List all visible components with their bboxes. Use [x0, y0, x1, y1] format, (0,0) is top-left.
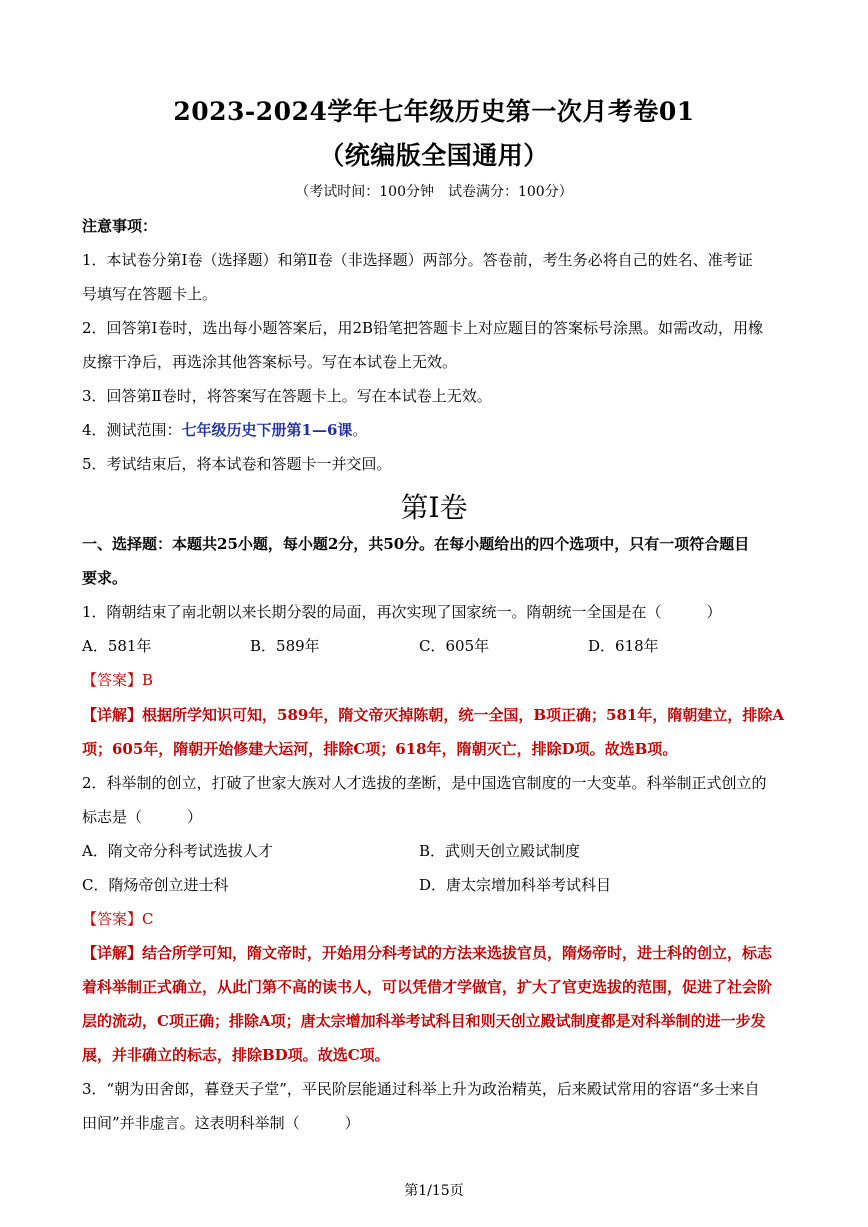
question-1-option-d: D．618年 — [588, 637, 659, 655]
note-item-4-suffix: 。 — [352, 421, 368, 439]
page-number: 第1/15页 — [404, 1183, 464, 1199]
question-2-detail-cont-1: 着科举制正式确立，从此门第不高的读书人，可以凭借才学做官，扩大了官吏选拔的范围，促进了社会阶 — [82, 978, 773, 996]
question-2-detail-cont-3: 展，并非确立的标志，排除BD项。故选C项。 — [82, 1046, 390, 1064]
section-title: 第Ⅰ卷 — [400, 491, 468, 524]
question-1-detail — [82, 705, 792, 725]
question-1-answer: 【答案】B — [82, 671, 154, 689]
question-2-stem-cont: 标志是（ ） — [82, 808, 203, 826]
note-item-4 — [82, 420, 792, 440]
question-3-stem: 3．“朝为田舍郎，暮登天子堂”，平民阶层能通过科举上升为政治精英，后来殿试常用的容语“多士来自 — [82, 1080, 760, 1098]
question-1-option-a: A．581年 — [82, 637, 152, 655]
exam-info: （考试时间：100分钟 试卷满分：100分） — [295, 184, 573, 200]
note-item-3: 3．回答第Ⅱ卷时，将答案写在答题卡上。写在本试卷上无效。 — [82, 387, 492, 405]
note-item-4-prefix: 4．测试范围： — [82, 421, 182, 439]
question-2-stem: 2．科举制的创立，打破了世家大族对人才选拔的垄断，是中国选官制度的一大变革。科举制正式创立的 — [82, 774, 767, 792]
question-2-option-d: D．唐太宗增加科举考试科目 — [419, 876, 612, 894]
question-2-option-c: C．隋炀帝创立进士科 — [82, 876, 229, 894]
detail-text: 根据所学知识可知，589年，隋文帝灭掉陈朝，统一全国，B项正确；581年，隋朝建立，排除A — [142, 706, 784, 724]
test-range: 七年级历史下册第1—6课 — [181, 421, 353, 439]
detail-tag: 【详解】 — [82, 944, 143, 962]
question-1-detail-cont: 项；605年，隋朝开始修建大运河，排除C项；618年，隋朝灭亡，排除D项。故选B项。 — [82, 740, 678, 758]
part1-heading-cont: 要求。 — [82, 569, 128, 587]
exam-subtitle: （统编版全国通用） — [319, 141, 549, 170]
note-item-2-cont: 皮擦干净后，再选涂其他答案标号。写在本试卷上无效。 — [82, 353, 458, 371]
question-2-detail — [82, 943, 792, 963]
exam-title: 2023-2024学年七年级历史第一次月考卷01 — [173, 97, 695, 126]
question-1-option-b: B．589年 — [250, 637, 320, 655]
question-3-stem-cont: 田间”并非虚言。这表明科举制（ ） — [82, 1114, 360, 1132]
question-2-answer: 【答案】C — [82, 910, 154, 928]
note-item-1: 1．本试卷分第Ⅰ卷（选择题）和第Ⅱ卷（非选择题）两部分。答卷前，考生务必将自己的姓名、准考证 — [82, 251, 753, 269]
note-item-1-cont: 号填写在答题卡上。 — [82, 285, 218, 303]
question-1-option-c: C．605年 — [419, 637, 490, 655]
question-2-detail-cont-2: 层的流动，C项正确；排除A项；唐太宗增加科举考试科目和则天创立殿试制度都是对科举制的进一步发 — [82, 1012, 766, 1030]
question-2-option-a: A．隋文帝分科考试选拔人才 — [82, 842, 273, 860]
question-1-stem: 1．隋朝结束了南北朝以来长期分裂的局面，再次实现了国家统一。隋朝统一全国是在（ ） — [82, 603, 722, 621]
question-2-option-b: B．武则天创立殿试制度 — [419, 842, 581, 860]
part1-heading: 一、选择题：本题共25小题，每小题2分，共50分。在每小题给出的四个选项中，只有一项符合题目 — [82, 535, 750, 553]
detail-text: 结合所学可知，隋文帝时，开始用分科考试的方法来选拔官员，隋炀帝时，进士科的创立，标志 — [142, 944, 773, 962]
note-item-2: 2．回答第Ⅰ卷时，选出每小题答案后，用2B铅笔把答题卡上对应题目的答案标号涂黑。如需改动，用橡 — [82, 319, 764, 337]
note-item-5: 5．考试结束后，将本试卷和答题卡一并交回。 — [82, 455, 392, 473]
detail-tag: 【详解】 — [82, 706, 143, 724]
notes-heading: 注意事项： — [82, 217, 158, 235]
